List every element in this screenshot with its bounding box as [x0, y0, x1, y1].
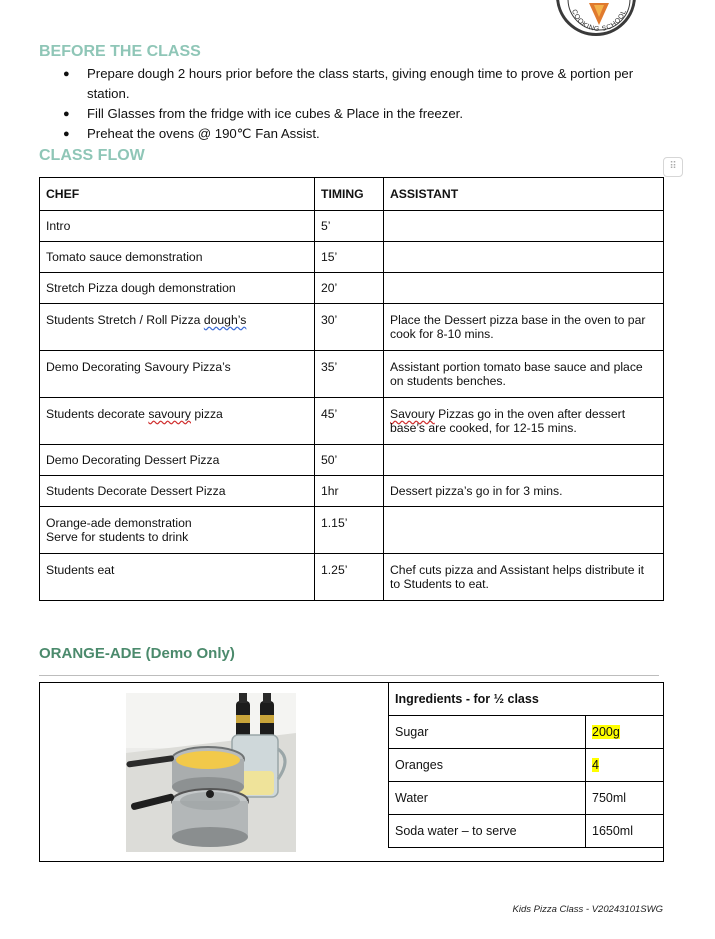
chef-cell: Students Decorate Dessert Pizza — [40, 476, 315, 507]
table-row — [389, 815, 664, 848]
timing-cell: 15’ — [315, 242, 384, 273]
list-item: ● Preheat the ovens @ 190℃ Fan Assist. — [66, 124, 666, 144]
ingredient-name: Soda water – to serve — [389, 815, 586, 848]
orangeade-heading: ORANGE-ADE (Demo Only) — [39, 645, 235, 662]
column-header-assistant: ASSISTANT — [384, 178, 664, 211]
ingredients-table — [388, 682, 664, 848]
section-divider — [39, 675, 659, 676]
ingredient-amount: 750ml — [592, 791, 627, 805]
table-row — [40, 398, 664, 445]
ingredients-heading: Ingredients - for ½ class — [389, 683, 664, 716]
orangeade-photo — [126, 693, 296, 852]
table-row — [40, 304, 664, 351]
chef-text-flagged: savoury — [148, 407, 191, 421]
before-class-list — [66, 64, 666, 144]
timing-cell: 35’ — [315, 351, 384, 398]
assistant-cell: Assistant portion tomato base sauce and place on students benches. — [384, 351, 664, 398]
list-item: ● Fill Glasses from the fridge with ice cubes & Place in the freezer. — [66, 104, 666, 124]
column-header-chef: CHEF — [40, 178, 315, 211]
timing-cell: 1hr — [315, 476, 384, 507]
timing-cell: 30’ — [315, 304, 384, 351]
timing-cell: 20’ — [315, 273, 384, 304]
table-row — [389, 782, 664, 815]
ingredient-amount-cell — [586, 716, 664, 749]
before-class-heading: BEFORE THE CLASS — [39, 43, 201, 60]
assistant-cell — [384, 398, 664, 445]
ingredient-name: Sugar — [389, 716, 586, 749]
assistant-cell: Dessert pizza’s go in for 3 mins. — [384, 476, 664, 507]
assistant-cell — [384, 242, 664, 273]
chef-cell: Demo Decorating Savoury Pizza’s — [40, 351, 315, 398]
chef-cell — [40, 304, 315, 351]
table-row — [40, 273, 664, 304]
table-header-row — [40, 178, 664, 211]
cooking-school-logo — [556, 0, 636, 36]
table-drag-handle-icon[interactable]: ⠿ — [663, 157, 683, 177]
orangeade-box — [39, 682, 664, 862]
chef-text: Serve for students to drink — [46, 530, 189, 544]
chef-cell: Demo Decorating Dessert Pizza — [40, 445, 315, 476]
chef-text: Students decorate — [46, 407, 149, 421]
assistant-text-flagged: Savoury — [390, 407, 435, 421]
saucepan-photo-icon — [126, 693, 296, 852]
ingredient-amount: 1650ml — [592, 824, 633, 838]
table-row — [40, 554, 664, 601]
class-flow-heading: CLASS FLOW — [39, 147, 145, 164]
chef-cell — [40, 398, 315, 445]
ingredient-name: Water — [389, 782, 586, 815]
ingredient-amount-cell — [586, 749, 664, 782]
chef-cell: Tomato sauce demonstration — [40, 242, 315, 273]
assistant-cell: Place the Dessert pizza base in the oven to par cook for 8-10 mins. — [384, 304, 664, 351]
column-header-timing: TIMING — [315, 178, 384, 211]
document-footer: Kids Pizza Class - V20243101SWG — [512, 904, 663, 915]
chef-text-flagged: dough’s — [203, 313, 247, 327]
table-row — [40, 211, 664, 242]
table-row — [389, 749, 664, 782]
class-flow-table — [39, 177, 664, 601]
assistant-cell — [384, 273, 664, 304]
assistant-cell — [384, 507, 664, 554]
chef-cell: Intro — [40, 211, 315, 242]
ingredient-amount: 200g — [592, 725, 620, 739]
ingredient-amount-cell — [586, 782, 664, 815]
timing-cell: 1.15’ — [315, 507, 384, 554]
table-row — [40, 445, 664, 476]
logo-emblem-icon — [559, 0, 636, 36]
table-row — [389, 716, 664, 749]
timing-cell: 50’ — [315, 445, 384, 476]
table-row — [40, 476, 664, 507]
chef-text: pizza — [191, 407, 223, 421]
ingredient-amount: 4 — [592, 758, 599, 772]
logo-text: COOKING SCHOOL — [569, 8, 628, 34]
assistant-text: Pizzas go in the oven after dessert base’s are cooked, for 12-15 mins. — [390, 407, 626, 435]
assistant-cell — [384, 445, 664, 476]
table-header-row — [389, 683, 664, 716]
chef-text: Orange-ade demonstration — [46, 516, 192, 530]
assistant-cell — [384, 211, 664, 242]
chef-cell — [40, 507, 315, 554]
timing-cell: 5’ — [315, 211, 384, 242]
assistant-cell: Chef cuts pizza and Assistant helps distribute it to Students to eat. — [384, 554, 664, 601]
list-item: ● Prepare dough 2 hours prior before the class starts, giving enough time to prove & portion per station. — [66, 64, 666, 104]
timing-cell: 1.25’ — [315, 554, 384, 601]
chef-text: Students Stretch / Roll Pizza — [46, 313, 204, 327]
chef-cell: Stretch Pizza dough demonstration — [40, 273, 315, 304]
ingredient-name: Oranges — [389, 749, 586, 782]
ingredient-amount-cell — [586, 815, 664, 848]
table-row — [40, 507, 664, 554]
table-row — [40, 351, 664, 398]
table-row — [40, 242, 664, 273]
timing-cell: 45’ — [315, 398, 384, 445]
chef-cell: Students eat — [40, 554, 315, 601]
